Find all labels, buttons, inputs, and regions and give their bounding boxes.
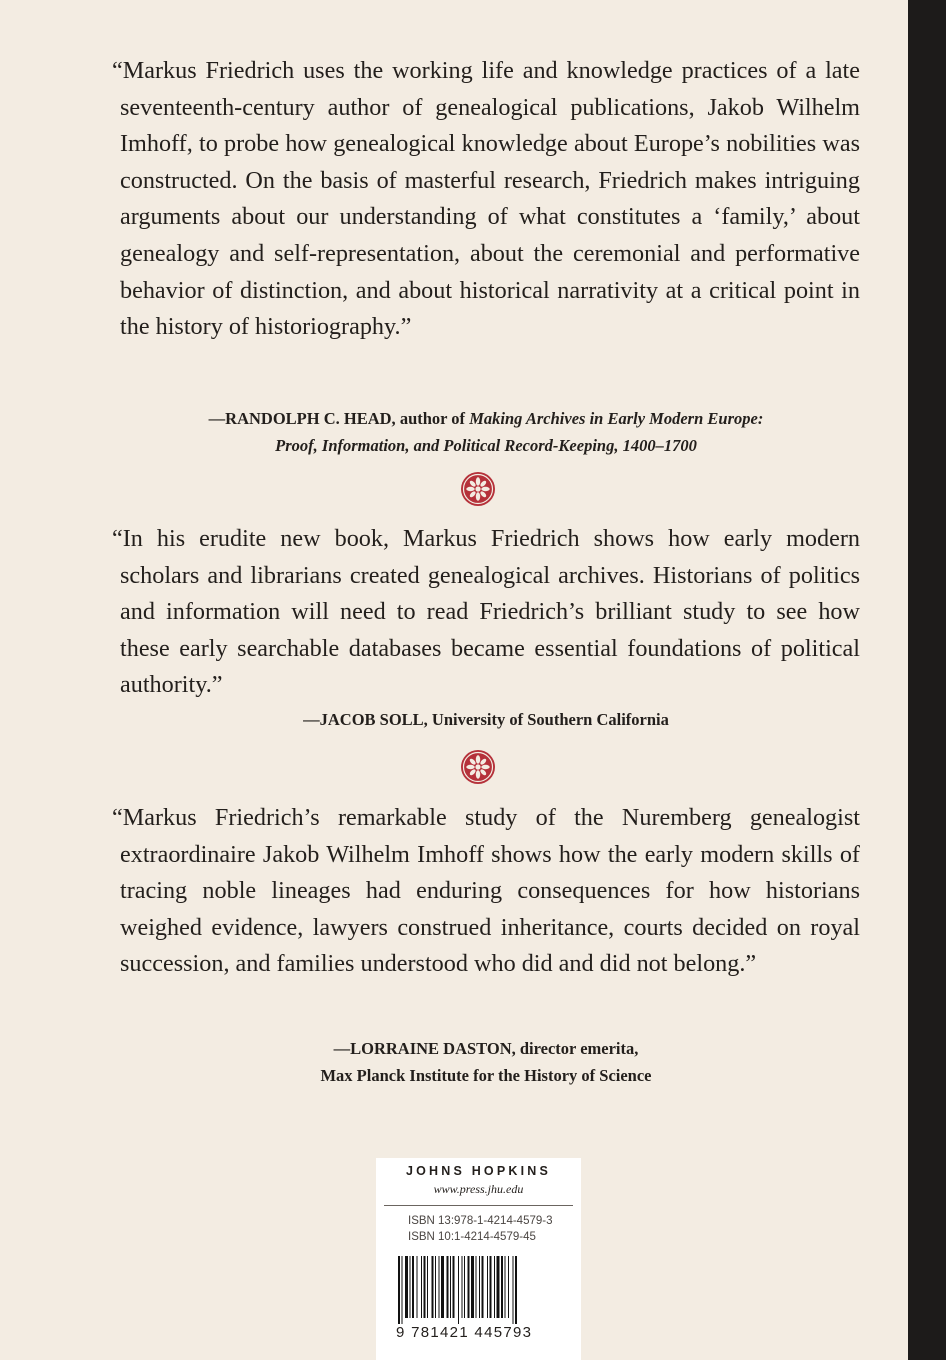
publisher-name: JOHNS HOPKINS: [405, 1164, 552, 1178]
barcode-bar: [447, 1256, 449, 1318]
barcode-bar: [468, 1256, 470, 1318]
barcode-bar: [508, 1256, 509, 1318]
barcode-bar: [464, 1256, 465, 1318]
barcode-bar: [482, 1256, 484, 1318]
barcode-bar: [453, 1256, 455, 1318]
rosette-ornament-icon: [460, 471, 496, 507]
barcode-bar: [513, 1256, 514, 1324]
barcode-bar: [421, 1256, 422, 1318]
barcode-icon: [398, 1256, 564, 1324]
blurb-quote-daston: “Markus Friedrich’s remarkable study of the Nuremberg genealogist extraordinaire Jakob Wilhelm Imhoff shows how the early modern skills of tracing noble lineages had enduring consequences for how historians weighed evidence, lawyers construed inheritance, courts decided on royal succession, and families understood who did and did not belong.”: [112, 804, 860, 978]
attribution-work-subtitle: Proof, Information, and Political Record-Keeping, 1400–1700: [275, 436, 697, 455]
barcode-bar: [402, 1256, 403, 1324]
barcode-bar: [427, 1256, 428, 1318]
attribution-name: —RANDOLPH C. HEAD,: [208, 409, 396, 428]
attribution-work: Making Archives in Early Modern Europe:: [469, 409, 764, 428]
barcode-bar: [476, 1256, 477, 1318]
barcode-bar: [435, 1256, 436, 1318]
isbn-barcode-label: [376, 1158, 581, 1360]
barcode-bar: [405, 1256, 408, 1318]
barcode-bar: [424, 1256, 426, 1318]
barcode-bar: [432, 1256, 434, 1318]
barcode-bar: [490, 1256, 492, 1318]
barcode-bar: [515, 1256, 517, 1324]
barcode-bar: [505, 1256, 506, 1318]
book-spine-edge: [908, 0, 946, 1360]
attribution-line: —LORRAINE DASTON, director emerita,: [333, 1039, 639, 1058]
barcode-bar: [450, 1256, 451, 1318]
barcode-bar: [479, 1256, 480, 1318]
blurb-attribution-daston: [112, 1035, 860, 1089]
blurb-quote-head: “Markus Friedrich uses the working life and knowledge practices of a late seventeenth-century author of genealogical publications, Jakob Wilhelm Imhoff, to probe how genealogical knowledge about Europe’s nobilities was constructed. On the basis of masterful research, Friedrich makes intriguing arguments about our understanding of what constitutes a ‘family,’ about genealogy and self-representation, about the ceremonial and performative behavior of distinction, and about historical narrativity at a critical point in the history of historiography.”: [112, 57, 860, 341]
publisher-url: www.press.jhu.edu: [433, 1182, 524, 1196]
barcode-bar: [410, 1256, 411, 1318]
barcode-bar: [471, 1256, 474, 1318]
barcode-bar: [497, 1256, 500, 1318]
barcode-bar: [462, 1256, 463, 1318]
barcode-bar: [417, 1256, 418, 1318]
attribution-role: author of: [395, 409, 470, 428]
barcode-bar: [487, 1256, 488, 1318]
barcode-bar: [501, 1256, 503, 1318]
barcode-bar: [458, 1256, 459, 1324]
rosette-ornament-icon: [460, 749, 496, 785]
barcode-bar: [412, 1256, 414, 1318]
label-divider: [384, 1205, 573, 1206]
isbn13: ISBN 13:978-1-4214-4579-3: [408, 1215, 553, 1227]
blurb-quote-soll: “In his erudite new book, Markus Friedrich shows how early modern scholars and librarians created genealogical archives. Historians of politics and information will need to read Friedrich’s brilliant study to see how these early searchable databases became essential foundations of political authority.”: [112, 525, 860, 699]
blurb-attribution-head: [112, 405, 860, 459]
barcode-bar: [398, 1256, 400, 1324]
attribution-line: Max Planck Institute for the History of Science: [320, 1066, 652, 1085]
barcode-bar: [494, 1256, 495, 1318]
isbn10: ISBN 10:1-4214-4579-45: [408, 1231, 536, 1243]
blurb-attribution-soll: [112, 706, 860, 733]
attribution-line: —JACOB SOLL, University of Southern California: [303, 710, 669, 729]
barcode-bar: [439, 1256, 440, 1318]
barcode-number: 9 781421 445793: [396, 1324, 533, 1341]
barcode-bar: [441, 1256, 444, 1318]
